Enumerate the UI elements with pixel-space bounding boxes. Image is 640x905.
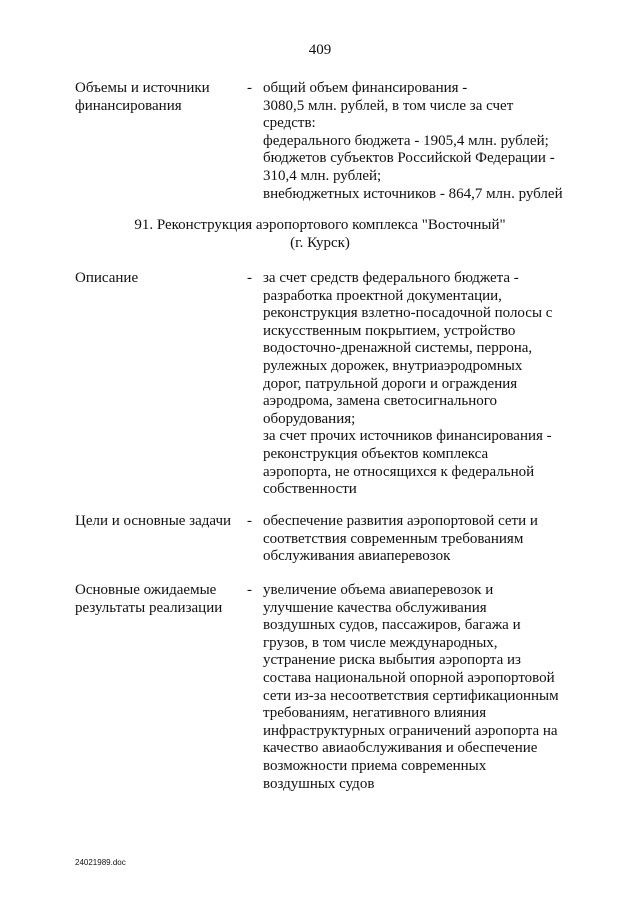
funding-label-line: финансирования <box>75 97 182 114</box>
results-label-line: Основные ожидаемые <box>75 582 217 598</box>
results-label-line: результаты реализации <box>75 599 223 616</box>
funding-value-line: бюджетов субъектов Российской Федерации - <box>263 150 555 167</box>
description-value-line: оборудования; <box>263 410 356 427</box>
description-value-line: аэропорта, не относящихся к федеральной <box>263 463 535 480</box>
results-label <box>75 582 245 617</box>
description-value-line: разработка проектной документации, <box>263 287 502 304</box>
goals-dash: - <box>247 513 252 529</box>
description-value-line: водосточно-дренажной системы, перрона, <box>263 340 533 357</box>
results-value-line: возможности приема современных <box>263 757 487 774</box>
funding-label-line: Объемы и источники <box>75 80 210 96</box>
funding-value-line: внебюджетных источников - 864,7 млн. рублей <box>263 185 563 202</box>
description-value-line: реконструкция взлетно-посадочной полосы с <box>263 305 553 322</box>
goals-value <box>263 513 573 566</box>
results-value-line: инфраструктурных ограничений аэропорта на <box>263 722 558 739</box>
description-dash: - <box>247 270 252 286</box>
funding-value-line: общий объем финансирования - <box>263 80 468 96</box>
results-value-line: состава национальной опорной аэропортовой <box>263 669 555 686</box>
funding-dash: - <box>247 80 252 96</box>
description-value-line: дорог, патрульной дороги и ограждения <box>263 375 518 392</box>
description-value-line: за счет средств федерального бюджета - <box>263 270 519 286</box>
funding-label <box>75 80 245 115</box>
description-value <box>263 270 573 499</box>
description-value-line: искусственным покрытием, устройство <box>263 322 516 339</box>
section-title <box>0 216 640 252</box>
results-value <box>263 582 573 793</box>
results-value-line: улучшение качества обслуживания <box>263 599 487 616</box>
results-value-line: качество авиаобслуживания и обеспечение <box>263 740 538 757</box>
description-value-line: собственности <box>263 481 357 498</box>
funding-value-line: федерального бюджета - 1905,4 млн. рублей; <box>263 132 549 149</box>
description-value-line: аэродрома, замена светосигнального <box>263 393 498 410</box>
page-number: 409 <box>308 42 332 58</box>
results-value-line: увеличение объема авиаперевозок и <box>263 582 494 598</box>
results-value-line: воздушных судов <box>263 775 375 792</box>
funding-value <box>263 80 573 203</box>
description-value-line: рулежных дорожек, внутриаэродромных <box>263 357 523 374</box>
results-value-line: сети из-за несоответствия сертификационным <box>263 687 559 704</box>
document-filename: 24021989.doc <box>75 858 126 867</box>
funding-value-line: средств: <box>263 115 316 132</box>
funding-value-line: 310,4 млн. рублей; <box>263 167 382 184</box>
funding-value-line: 3080,5 млн. рублей, в том числе за счет <box>263 97 514 114</box>
description-value-line: реконструкция объектов комплекса <box>263 445 489 462</box>
description-value-line: за счет прочих источников финансирования - <box>263 428 552 445</box>
results-value-line: грузов, в том числе международных, <box>263 634 498 651</box>
results-value-line: воздушных судов, пассажиров, багажа и <box>263 617 521 634</box>
description-label-line: Описание <box>75 270 139 286</box>
section-title-line-1: 91. Реконструкция аэропортового комплекса "Восточный" <box>134 217 506 233</box>
results-value-line: устранение риска выбытия аэропорта из <box>263 652 521 669</box>
goals-value-line: обслуживания авиаперевозок <box>263 548 451 565</box>
goals-value-line: соответствия современным требованиям <box>263 530 524 547</box>
goals-label-line: Цели и основные задачи <box>75 513 232 529</box>
goals-value-line: обеспечение развития аэропортовой сети и <box>263 513 538 529</box>
section-title-line-2: (г. Курск) <box>290 235 350 251</box>
results-dash: - <box>247 582 252 598</box>
description-label <box>75 270 245 288</box>
goals-label <box>75 513 245 531</box>
results-value-line: требованиям, негативного влияния <box>263 705 487 722</box>
